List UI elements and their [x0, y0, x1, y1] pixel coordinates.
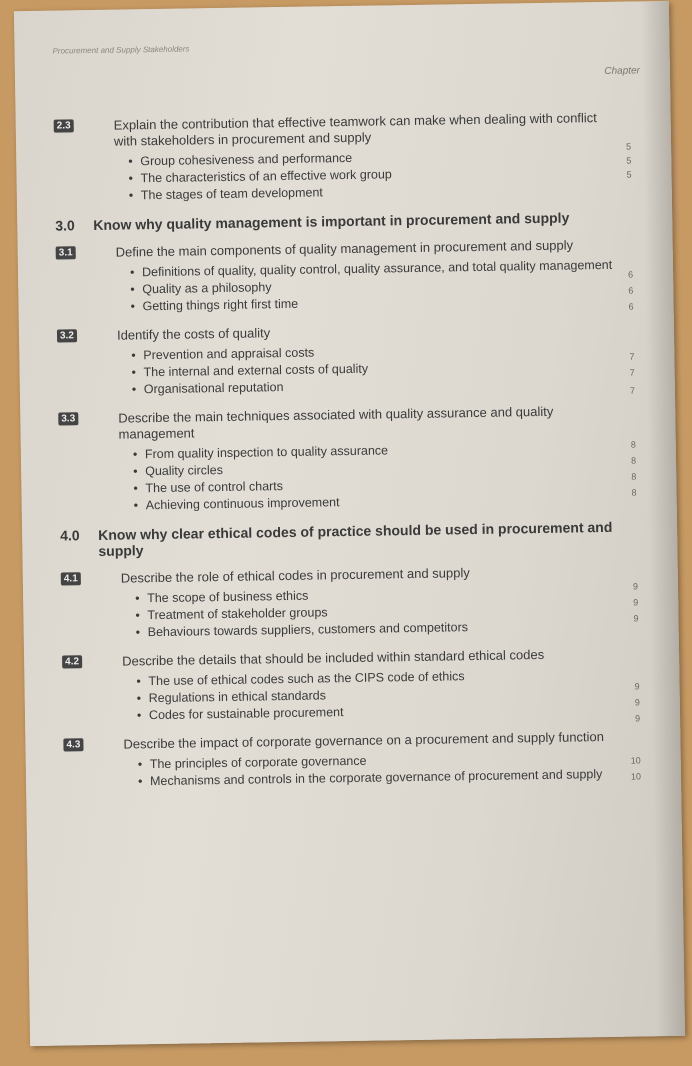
- margin-page-number: 8: [631, 471, 637, 482]
- margin-page-number: 8: [630, 455, 637, 466]
- bullet-item: • Treatment of stakeholder groups: [135, 600, 621, 625]
- bullet-item: • Mechanisms and controls in the corporate governance of procurement and supply: [138, 766, 624, 791]
- bullet-item: • Codes for sustainable procurement: [137, 700, 623, 725]
- outcome-code-badge: 4.3: [63, 738, 83, 751]
- section-number: 3.0: [55, 217, 75, 234]
- margin-page-number: 10: [630, 755, 641, 766]
- bullet-item: • Quality circles: [133, 456, 619, 481]
- learning-outcomes-list: [54, 110, 625, 804]
- bullet-item: • The internal and external costs of quality: [131, 357, 617, 382]
- bullet-item: • From quality inspection to quality assurance: [133, 439, 619, 464]
- bullet-item: • Organisational reputation: [132, 374, 618, 399]
- margin-page-number: 7: [629, 385, 636, 396]
- outcome-text: Identify the costs of quality: [116, 325, 271, 343]
- outcome-code-badge: 3.3: [58, 412, 78, 425]
- margin-page-number: 9: [634, 681, 640, 692]
- outcome-text: Describe the details that should be included within standard ethical codes: [122, 646, 545, 669]
- section-title: Know why quality management is important in procurement and supply: [93, 209, 570, 233]
- margin-page-number: 7: [629, 351, 635, 362]
- bullet-list: [116, 257, 617, 316]
- margin-page-number: 9: [632, 581, 639, 592]
- bullet-item: • The characteristics of an effective work group: [128, 163, 614, 188]
- chapter-label: Chapter: [604, 65, 641, 77]
- bullet-item: • Behaviours towards suppliers, customers and competitors: [136, 617, 622, 642]
- outcome-text: Describe the impact of corporate governance on a procurement and supply function: [123, 729, 605, 752]
- bullet-item: • The principles of corporate governance: [138, 749, 624, 774]
- outcome-text: Describe the role of ethical codes in procurement and supply: [120, 565, 470, 586]
- outcome-text: Explain the contribution that effective teamwork can make when dealing with conflict with stakeholders in procurement and supply: [113, 110, 597, 149]
- bullet-item: • Getting things right first time: [130, 291, 616, 316]
- bullet-item: • The use of control charts: [133, 473, 619, 498]
- outcome-text: Describe the main techniques associated with quality assurance and quality management: [118, 403, 554, 442]
- section-number: 4.0: [60, 527, 80, 544]
- bullet-list: [122, 666, 623, 725]
- page-edge-shadow: [641, 1, 685, 1036]
- bullet-list: [121, 583, 622, 642]
- outcome-text: Define the main components of quality management in procurement and supply: [115, 237, 574, 260]
- section-heading: [55, 209, 615, 234]
- learning-outcome: [61, 563, 622, 643]
- bullet-item: • The scope of business ethics: [135, 583, 621, 608]
- margin-page-number: 9: [635, 713, 641, 724]
- outcome-code-badge: 3.2: [57, 329, 77, 342]
- section-title: Know why clear ethical codes of practice should be used in procurement and supply: [98, 518, 613, 559]
- learning-outcome: [63, 729, 624, 792]
- margin-page-number: 10: [630, 771, 642, 782]
- margin-page-number: 6: [628, 285, 634, 296]
- margin-page-number: 9: [633, 597, 639, 608]
- book-page: [14, 1, 685, 1046]
- margin-page-number: 7: [629, 367, 635, 378]
- outcome-code-badge: 3.1: [56, 246, 76, 259]
- margin-page-number: 5: [626, 141, 632, 152]
- learning-outcome: [62, 646, 623, 726]
- outcome-code-badge: 4.1: [61, 572, 81, 585]
- bullet-item: • Prevention and appraisal costs: [131, 340, 617, 365]
- bullet-list: [117, 340, 618, 399]
- bullet-list: [114, 146, 615, 205]
- learning-outcome: [58, 403, 620, 516]
- bullet-list: [119, 439, 620, 515]
- margin-page-number: 8: [631, 487, 637, 498]
- bullet-item: • Definitions of quality, quality control, quality assurance, and total quality management: [130, 257, 616, 282]
- bullet-item: • The stages of team development: [129, 180, 615, 205]
- learning-outcome: [54, 110, 615, 206]
- outcome-code-badge: 4.2: [62, 655, 82, 668]
- learning-outcome: [56, 237, 617, 317]
- outcome-code-badge: 2.3: [54, 119, 74, 132]
- margin-page-number: 6: [628, 301, 634, 312]
- bullet-item: • Group cohesiveness and performance: [128, 146, 614, 171]
- bullet-item: • The use of ethical codes such as the CIPS code of ethics: [136, 666, 622, 691]
- margin-page-number: 6: [628, 269, 634, 280]
- margin-page-number: 9: [634, 697, 640, 708]
- margin-page-number: 9: [633, 613, 639, 624]
- margin-page-number: 8: [630, 439, 636, 450]
- bullet-list: [124, 749, 624, 791]
- bullet-item: • Achieving continuous improvement: [134, 490, 620, 515]
- margin-page-number: 5: [626, 169, 632, 180]
- margin-page-number: 5: [626, 155, 632, 166]
- running-head: Procurement and Supply Stakeholders: [52, 44, 190, 56]
- bullet-item: • Regulations in ethical standards: [137, 683, 623, 708]
- section-heading: [60, 519, 620, 560]
- learning-outcome: [57, 320, 618, 400]
- bullet-item: • Quality as a philosophy: [130, 274, 616, 299]
